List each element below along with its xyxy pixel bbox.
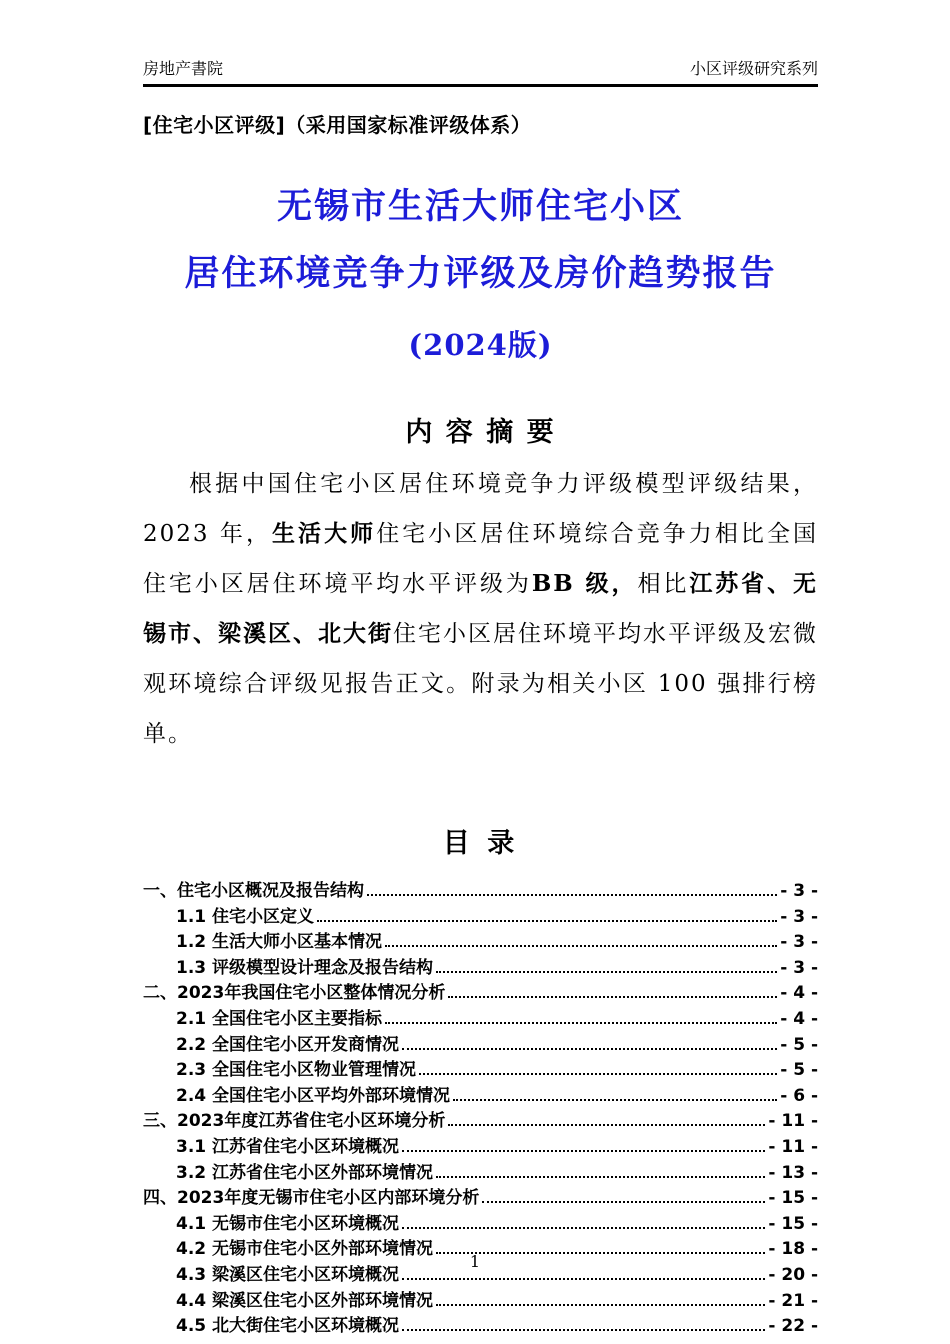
toc-row [143, 1311, 818, 1337]
header-right-label: 小区评级研究系列 [689, 59, 818, 78]
footer [0, 1252, 950, 1271]
toc-row [143, 902, 818, 928]
toc-dot-leader [448, 1124, 765, 1126]
toc-entry-label: 三、2023年度江苏省住宅小区环境分析 [143, 1111, 446, 1132]
toc-row [143, 953, 818, 979]
toc-row [143, 1055, 818, 1081]
toc-dot-leader [436, 1176, 765, 1178]
toc-page-number: - 13 - [768, 1162, 818, 1183]
toc-dot-leader [402, 1329, 765, 1331]
toc-entry-label: 4.1 无锡市住宅小区环境概况 [176, 1213, 400, 1234]
summary-text-segment: 住宅小区居住环境综合竞争力相比全国住宅小区居住环境平均水平评级为 [143, 521, 818, 597]
toc-dot-leader [385, 1022, 777, 1024]
toc-page-number: - 11 - [768, 1111, 818, 1132]
toc-row [143, 1030, 818, 1056]
toc-entry-label: 2.3 全国住宅小区物业管理情况 [176, 1060, 417, 1081]
toc-entry-label: 2.2 全国住宅小区开发商情况 [176, 1034, 400, 1055]
toc-entry-label: 4.2 无锡市住宅小区外部环境情况 [176, 1239, 434, 1260]
toc-dot-leader [367, 894, 777, 896]
toc-entry-label: 2.1 全国住宅小区主要指标 [176, 1008, 383, 1029]
report-title-block [143, 188, 818, 364]
toc-page-number: - 6 - [780, 1085, 818, 1106]
toc-page-number: - 3 - [780, 957, 818, 978]
toc-page-number: - 21 - [768, 1290, 818, 1311]
toc-page-number: - 20 - [768, 1264, 818, 1285]
toc-page-number: - 4 - [780, 1008, 818, 1029]
toc-row [143, 1106, 818, 1132]
toc-entry-label: 二、2023年我国住宅小区整体情况分析 [143, 983, 446, 1004]
toc-row [143, 927, 818, 953]
toc-dot-leader [419, 1073, 777, 1075]
footer-page-number: 1 [469, 1252, 481, 1271]
toc-row [143, 1081, 818, 1107]
toc-dot-leader [436, 971, 777, 973]
header-left-label: 房地产書院 [143, 59, 224, 78]
toc-row [143, 978, 818, 1004]
running-header [143, 56, 818, 87]
summary-text-segment: 生活大师 [272, 520, 377, 547]
toc-entry-label: 1.1 住宅小区定义 [176, 906, 315, 927]
toc-page-number: - 15 - [768, 1213, 818, 1234]
rating-tag-line: [住宅小区评级]（采用国家标准评级体系） [143, 113, 532, 137]
toc-page-number: - 18 - [768, 1239, 818, 1260]
report-title-line-2: 居住环境竞争力评级及房价趋势报告 [184, 252, 777, 294]
toc-page-number: - 15 - [768, 1188, 818, 1209]
summary-text-segment: 江苏省、无锡市、梁溪区、北大街 [143, 570, 819, 647]
toc-page-number: - 3 - [780, 906, 818, 927]
toc-row [143, 1004, 818, 1030]
toc-dot-leader [402, 1150, 765, 1152]
toc-row [143, 1209, 818, 1235]
toc-entry-label: 4.5 北大街住宅小区环境概况 [176, 1316, 400, 1337]
toc-page-number: - 5 - [780, 1060, 818, 1081]
toc-dot-leader [317, 920, 777, 922]
toc-dot-leader [402, 1048, 777, 1050]
summary-text-segment: 住宅小区居住环境平均水平评级及宏微观环境综合评级见报告正文。附录为相关小区 100 强排行榜单。 [143, 621, 818, 747]
toc-entry-label: 1.3 评级模型设计理念及报告结构 [176, 957, 434, 978]
toc-entry-label: 3.2 江苏省住宅小区外部环境情况 [176, 1162, 434, 1183]
toc-entry-label: 4.4 梁溪区住宅小区外部环境情况 [176, 1290, 434, 1311]
toc-entry-label: 1.2 生活大师小区基本情况 [176, 932, 383, 953]
toc-row [143, 1158, 818, 1184]
toc-entry-label: 四、2023年度无锡市住宅小区内部环境分析 [143, 1188, 480, 1209]
toc-heading: 目 录 [442, 828, 519, 859]
toc-page-number: - 22 - [768, 1316, 818, 1337]
report-edition: (2024版) [408, 328, 553, 362]
toc-row [143, 1183, 818, 1209]
toc-row [143, 876, 818, 902]
summary-heading: 内 容 摘 要 [405, 417, 556, 448]
toc-entry-label: 4.3 梁溪区住宅小区环境概况 [176, 1264, 400, 1285]
toc-page-number: - 5 - [780, 1034, 818, 1055]
toc-page-number: - 3 - [780, 932, 818, 953]
toc-entry-label: 2.4 全国住宅小区平均外部环境情况 [176, 1085, 451, 1106]
toc-entry-label: 一、住宅小区概况及报告结构 [143, 881, 364, 901]
toc-dot-leader [453, 1099, 777, 1101]
toc-entry-label: 3.1 江苏省住宅小区环境概况 [176, 1136, 400, 1157]
toc-page-number: - 4 - [780, 983, 818, 1004]
report-title-line-1: 无锡市生活大师住宅小区 [276, 186, 684, 227]
toc-dot-leader [448, 996, 777, 998]
summary-text-segment: BB 级， [531, 570, 638, 597]
toc-dot-leader [402, 1278, 765, 1280]
toc-row [143, 1132, 818, 1158]
toc-page-number: - 11 - [768, 1136, 818, 1157]
summary-text-segment: 相比 [637, 571, 690, 597]
toc-row [143, 1286, 818, 1312]
toc-page-number: - 3 - [780, 881, 818, 901]
summary-paragraph [143, 459, 818, 759]
summary-text-segment: 根据中国住宅小区居住环境竞争力评级模型评级结果，2023 年， [143, 471, 818, 547]
toc-dot-leader [385, 945, 777, 947]
toc-dot-leader [402, 1227, 765, 1229]
toc-dot-leader [482, 1201, 765, 1203]
toc-dot-leader [436, 1304, 765, 1306]
